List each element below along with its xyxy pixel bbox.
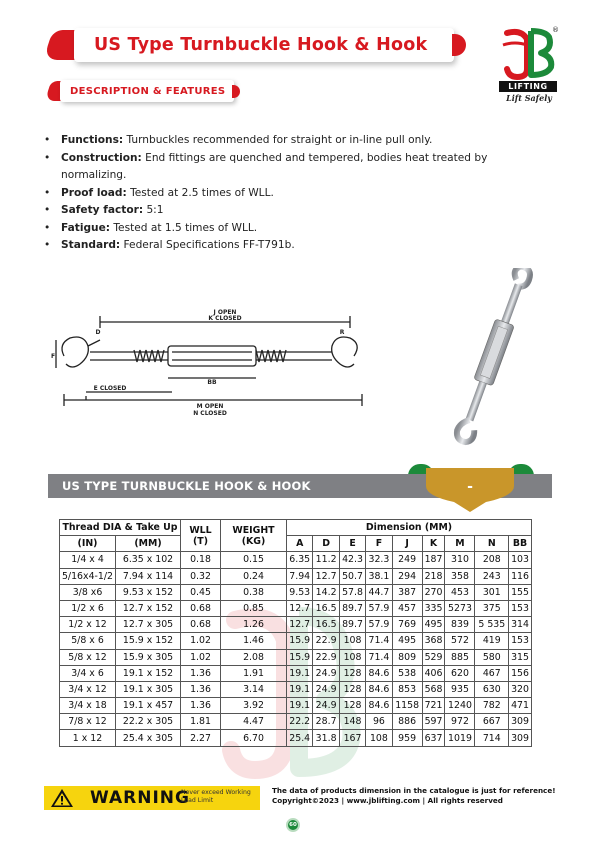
table-cell: 15.9 x 305 — [116, 649, 181, 665]
table-row — [60, 600, 532, 616]
table-cell: 853 — [392, 681, 422, 697]
feature-text: End fittings are quenched and tempered, bodies heat treated by normalizing. — [61, 151, 488, 181]
table-row — [60, 714, 532, 730]
table-cell: 3/8 x6 — [60, 584, 116, 600]
feature-item — [44, 202, 544, 220]
table-cell: 368 — [422, 633, 445, 649]
feature-text: Tested at 1.5 times of WLL. — [110, 221, 258, 234]
table-row — [60, 633, 532, 649]
table-cell: 1019 — [445, 730, 475, 746]
table-cell: 721 — [422, 698, 445, 714]
table-cell: 375 — [475, 600, 509, 616]
table-cell: 839 — [445, 617, 475, 633]
table-cell: 0.68 — [181, 617, 221, 633]
label-d: D — [95, 329, 101, 336]
logo-brand-text: LIFTING — [499, 81, 557, 92]
table-cell: 243 — [475, 568, 509, 584]
table-cell: 16.5 — [313, 600, 339, 616]
title-end-cap — [452, 34, 466, 56]
table-cell: 5/16x4-1/2 — [60, 568, 116, 584]
section-end-cap — [232, 85, 240, 98]
table-cell: 57.8 — [339, 584, 365, 600]
table-cell: 309 — [509, 714, 532, 730]
table-cell: 1.91 — [221, 665, 287, 681]
table-cell: 294 — [392, 568, 422, 584]
table-cell: 467 — [475, 665, 509, 681]
table-cell: 218 — [422, 568, 445, 584]
table-cell: 25.4 — [287, 730, 313, 746]
table-cell: 15.9 — [287, 633, 313, 649]
table-cell: 7.94 x 114 — [116, 568, 181, 584]
table-row — [60, 552, 532, 568]
table-cell: 71.4 — [366, 633, 392, 649]
table-cell: 0.18 — [181, 552, 221, 568]
label-r: R — [339, 329, 345, 336]
feature-label: Fatigue: — [61, 221, 111, 234]
header-col-m: M — [445, 536, 475, 552]
page-number: 60 — [286, 818, 300, 832]
table-cell: 387 — [392, 584, 422, 600]
table-cell: 620 — [445, 665, 475, 681]
table-subheader-row — [60, 536, 532, 552]
table-cell: 71.4 — [366, 649, 392, 665]
table-cell: 128 — [339, 681, 365, 697]
table-cell: 16.5 — [313, 617, 339, 633]
table-cell: 153 — [509, 600, 532, 616]
table-cell: 7/8 x 12 — [60, 714, 116, 730]
table-cell: 9.53 — [287, 584, 313, 600]
table-cell: 2.27 — [181, 730, 221, 746]
warning-word: WARNING — [90, 788, 190, 808]
table-cell: 38.1 — [366, 568, 392, 584]
feature-item — [44, 220, 544, 238]
table-cell: 809 — [392, 649, 422, 665]
warning-triangle-icon — [50, 788, 74, 808]
table-cell: 14.2 — [313, 584, 339, 600]
table-row — [60, 584, 532, 600]
header-in: (IN) — [60, 536, 116, 552]
table-cell: 1/4 x 4 — [60, 552, 116, 568]
table-cell: 1.26 — [221, 617, 287, 633]
table-cell: 0.68 — [181, 600, 221, 616]
table-cell: 714 — [475, 730, 509, 746]
table-cell: 358 — [445, 568, 475, 584]
table-row — [60, 568, 532, 584]
table-cell: 0.85 — [221, 600, 287, 616]
table-cell: 3.14 — [221, 681, 287, 697]
table-row — [60, 617, 532, 633]
header-col-j: J — [392, 536, 422, 552]
table-cell: 32.3 — [366, 552, 392, 568]
table-cell: 3/4 x 6 — [60, 665, 116, 681]
table-cell: 538 — [392, 665, 422, 681]
table-cell: 471 — [509, 698, 532, 714]
table-cell: 57.9 — [366, 617, 392, 633]
turnbuckle-technical-drawing — [50, 300, 380, 420]
table-cell: 28.7 — [313, 714, 339, 730]
table-row — [60, 730, 532, 746]
title-banner — [48, 28, 466, 62]
feature-item — [44, 132, 544, 150]
table-cell: 19.1 — [287, 681, 313, 697]
table-cell: 128 — [339, 698, 365, 714]
table-cell: 108 — [366, 730, 392, 746]
table-cell: 314 — [509, 617, 532, 633]
table-cell: 309 — [509, 730, 532, 746]
table-cell: 335 — [422, 600, 445, 616]
jb-logo-mark-icon — [499, 25, 559, 81]
feature-label: Proof load: — [61, 186, 127, 199]
table-cell: 495 — [392, 633, 422, 649]
header-col-n: N — [475, 536, 509, 552]
table-cell: 19.1 — [287, 665, 313, 681]
table-cell: 453 — [445, 584, 475, 600]
header-col-f: F — [366, 536, 392, 552]
table-cell: 315 — [509, 649, 532, 665]
label-bb: BB — [207, 379, 217, 386]
table-cell: 457 — [392, 600, 422, 616]
table-cell: 42.3 — [339, 552, 365, 568]
table-cell: 103 — [509, 552, 532, 568]
table-cell: 0.38 — [221, 584, 287, 600]
table-cell: 84.6 — [366, 665, 392, 681]
header-col-d: D — [313, 536, 339, 552]
table-cell: 187 — [422, 552, 445, 568]
table-cell: 15.9 — [287, 649, 313, 665]
feature-text: Tested at 2.5 times of WLL. — [126, 186, 274, 199]
table-cell: 31.8 — [313, 730, 339, 746]
table-cell: 2.08 — [221, 649, 287, 665]
table-cell: 167 — [339, 730, 365, 746]
table-cell: 7.94 — [287, 568, 313, 584]
table-cell: 249 — [392, 552, 422, 568]
table-cell: 4.47 — [221, 714, 287, 730]
table-row — [60, 698, 532, 714]
header-wll: WLL (T) — [181, 520, 221, 552]
table-cell: 270 — [422, 584, 445, 600]
logo-tagline: Lift Safely — [506, 93, 552, 103]
table-cell: 15.9 x 152 — [116, 633, 181, 649]
feature-label: Safety factor: — [61, 204, 144, 216]
header-weight: WEIGHT (KG) — [221, 520, 287, 552]
label-m-open: M OPEN — [196, 403, 224, 410]
table-cell: 667 — [475, 714, 509, 730]
table-cell: 0.15 — [221, 552, 287, 568]
table-cell: 84.6 — [366, 681, 392, 697]
table-cell: 44.7 — [366, 584, 392, 600]
table-cell: 6.35 — [287, 552, 313, 568]
table-cell: 6.70 — [221, 730, 287, 746]
table-row — [60, 681, 532, 697]
section-plate — [60, 80, 234, 102]
table-row — [60, 665, 532, 681]
banner-gold-shield — [426, 468, 514, 514]
table-cell: 84.6 — [366, 698, 392, 714]
table-section-title: US TYPE TURNBUCKLE HOOK & HOOK — [62, 479, 311, 493]
table-cell: 320 — [509, 681, 532, 697]
table-cell: 155 — [509, 584, 532, 600]
table-cell: 25.4 x 305 — [116, 730, 181, 746]
section-header — [48, 80, 240, 102]
label-j-open: J OPEN — [213, 309, 237, 316]
table-cell: 406 — [422, 665, 445, 681]
table-cell: 22.2 — [287, 714, 313, 730]
table-cell: 630 — [475, 681, 509, 697]
page-title: US Type Turnbuckle Hook & Hook — [94, 35, 428, 55]
table-cell: 12.7 x 152 — [116, 600, 181, 616]
table-cell: 572 — [445, 633, 475, 649]
table-cell: 1.02 — [181, 633, 221, 649]
title-plate — [74, 28, 454, 62]
table-cell: 108 — [339, 633, 365, 649]
table-cell: 1.36 — [181, 681, 221, 697]
table-cell: 19.1 — [287, 698, 313, 714]
table-cell: 12.7 — [287, 617, 313, 633]
table-cell: 19.1 x 457 — [116, 698, 181, 714]
registered-mark: ® — [552, 26, 559, 34]
header-col-a: A — [287, 536, 313, 552]
feature-item — [44, 237, 544, 255]
table-cell: 1/2 x 6 — [60, 600, 116, 616]
table-cell: 0.45 — [181, 584, 221, 600]
table-cell: 22.9 — [313, 649, 339, 665]
table-cell: 50.7 — [339, 568, 365, 584]
feature-label: Construction: — [61, 151, 142, 164]
warning-note: Never exceed Working Load Limit — [181, 789, 251, 804]
label-f: F — [50, 353, 56, 360]
feature-item — [44, 150, 544, 185]
table-cell: 1.81 — [181, 714, 221, 730]
table-cell: 57.9 — [366, 600, 392, 616]
table-cell: 310 — [445, 552, 475, 568]
header-thread: Thread DIA & Take Up — [60, 520, 181, 536]
header-mm: (MM) — [116, 536, 181, 552]
table-cell: 3/4 x 18 — [60, 698, 116, 714]
table-cell: 9.53 x 152 — [116, 584, 181, 600]
table-header-row — [60, 520, 532, 536]
table-cell: 22.2 x 305 — [116, 714, 181, 730]
features-list — [44, 132, 544, 255]
table-cell: 495 — [422, 617, 445, 633]
table-cell: 108 — [339, 649, 365, 665]
table-cell: 935 — [445, 681, 475, 697]
table-cell: 1 x 12 — [60, 730, 116, 746]
table-cell: 96 — [366, 714, 392, 730]
table-cell: 885 — [445, 649, 475, 665]
label-n-closed: N CLOSED — [193, 410, 227, 417]
table-row — [60, 649, 532, 665]
spec-table — [59, 519, 532, 747]
table-cell: 153 — [509, 633, 532, 649]
table-cell: 580 — [475, 649, 509, 665]
section-title: DESCRIPTION & FEATURES — [70, 85, 226, 97]
footer-copyright: Copyright©2023 | www.jblifting.com | All rights reserved — [272, 796, 503, 805]
feature-label: Standard: — [61, 239, 121, 251]
feature-item — [44, 185, 544, 203]
feature-text: Turnbuckles recommended for straight or in-line pull only. — [123, 134, 433, 146]
table-cell: 12.7 x 305 — [116, 617, 181, 633]
table-cell: 1158 — [392, 698, 422, 714]
header-dimension: Dimension (MM) — [287, 520, 532, 536]
table-cell: 1.46 — [221, 633, 287, 649]
table-cell: 529 — [422, 649, 445, 665]
table-cell: 0.24 — [221, 568, 287, 584]
table-cell: 959 — [392, 730, 422, 746]
feature-label: Functions: — [61, 134, 124, 146]
table-cell: 24.9 — [313, 698, 339, 714]
table-cell: 5 535 — [475, 617, 509, 633]
table-cell: 886 — [392, 714, 422, 730]
table-cell: 5/8 x 12 — [60, 649, 116, 665]
table-cell: 116 — [509, 568, 532, 584]
table-cell: 89.7 — [339, 600, 365, 616]
table-cell: 1.36 — [181, 665, 221, 681]
table-cell: 19.1 x 152 — [116, 665, 181, 681]
table-cell: 301 — [475, 584, 509, 600]
table-cell: 6.35 x 102 — [116, 552, 181, 568]
table-cell: 12.7 — [313, 568, 339, 584]
table-body — [60, 552, 532, 746]
table-cell: 11.2 — [313, 552, 339, 568]
turnbuckle-product-photo — [440, 268, 545, 448]
jb-lifting-logo — [499, 25, 559, 103]
table-cell: 156 — [509, 665, 532, 681]
feature-text: 5:1 — [143, 204, 164, 216]
table-cell: 148 — [339, 714, 365, 730]
table-cell: 3.92 — [221, 698, 287, 714]
warning-banner — [44, 786, 260, 810]
header-col-e: E — [339, 536, 365, 552]
table-cell: 637 — [422, 730, 445, 746]
table-cell: 24.9 — [313, 665, 339, 681]
table-cell: 782 — [475, 698, 509, 714]
table-cell: 972 — [445, 714, 475, 730]
table-cell: 24.9 — [313, 681, 339, 697]
table-cell: 12.7 — [287, 600, 313, 616]
table-cell: 19.1 x 305 — [116, 681, 181, 697]
table-cell: 89.7 — [339, 617, 365, 633]
label-e-closed: E CLOSED — [93, 385, 127, 392]
feature-text: Federal Specifications FF-T791b. — [120, 239, 295, 251]
table-cell: 1.02 — [181, 649, 221, 665]
footer-disclaimer: The data of products dimension in the catalogue is just for reference! — [272, 786, 556, 795]
table-cell: 5273 — [445, 600, 475, 616]
table-cell: 1240 — [445, 698, 475, 714]
header-col-bb: BB — [509, 536, 532, 552]
banner-dash: - — [467, 479, 473, 495]
table-cell: 568 — [422, 681, 445, 697]
table-cell: 128 — [339, 665, 365, 681]
header-col-k: K — [422, 536, 445, 552]
table-cell: 1/2 x 12 — [60, 617, 116, 633]
table-cell: 5/8 x 6 — [60, 633, 116, 649]
table-cell: 1.36 — [181, 698, 221, 714]
footer-text — [272, 786, 562, 806]
table-cell: 419 — [475, 633, 509, 649]
table-cell: 0.32 — [181, 568, 221, 584]
label-k-closed: K CLOSED — [208, 315, 242, 322]
table-cell: 22.9 — [313, 633, 339, 649]
table-cell: 769 — [392, 617, 422, 633]
table-cell: 597 — [422, 714, 445, 730]
table-cell: 208 — [475, 552, 509, 568]
table-cell: 3/4 x 12 — [60, 681, 116, 697]
